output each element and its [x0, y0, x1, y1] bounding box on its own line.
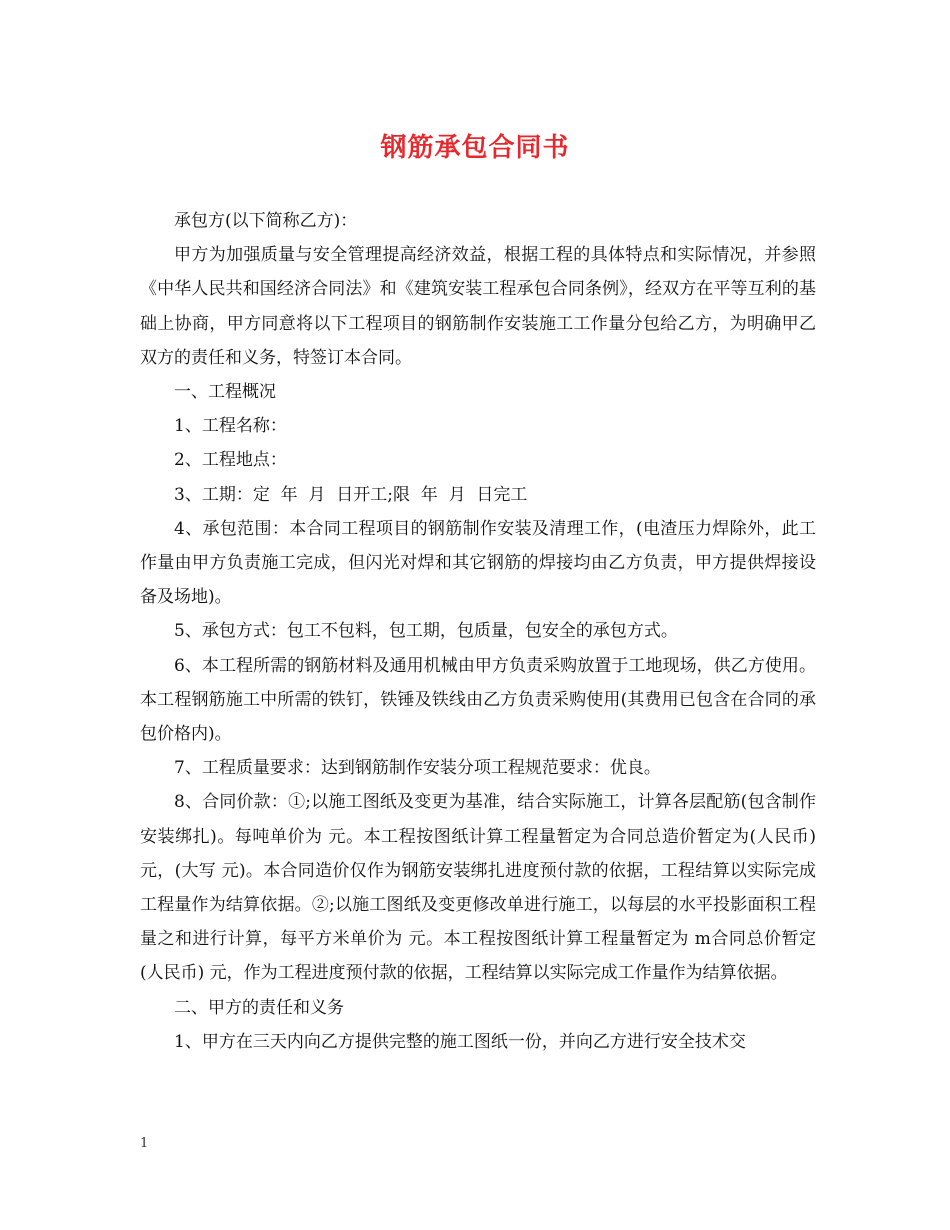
- section-heading-project-overview: 一、工程概况: [174, 382, 276, 403]
- clause-materials: 6、本工程所需的钢筋材料及通用机械由甲方负责采购放置于工地现场，供乙方使用。本工程钢筋施工中所需的铁钉，铁锤及铁线由乙方负责采购使用(其费用已包含在合同的承包价格内)。: [140, 655, 816, 745]
- clause-project-location: 2、工程地点：: [174, 450, 287, 471]
- clause-schedule: 3、工期：定 年 月 日开工;限 年 月 日完工: [174, 484, 528, 505]
- clause-contract-price: 8、合同价款：①;以施工图纸及变更为基准，结合实际施工，计算各层配筋(包含制作安装绑扎)。每吨单价为 元。本工程按图纸计算工程量暂定为合同总造价暂定为(人民币) 元，(大写 元)。本合同造价仅作为钢筋安装绑扎进度预付款的依据，工程结算以实际完成工程量作为结算依据。②;以施工图纸及变更修改单进行施工，以每层的水平投影面积工程量之和进行计算，每平方米单价为 元。本工程按图纸计算工程量暂定为 m合同总价暂定(人民币) 元，作为工程进度预付款的依据，工程结算以实际完成工作量作为结算依据。: [140, 792, 816, 984]
- paragraph-preamble: 甲方为加强质量与安全管理提高经济效益，根据工程的具体特点和实际情况，并参照《中华人民共和国经济合同法》和《建筑安装工程承包合同条例》，经双方在平等互利的基础上协商，甲方同意将以下工程项目的钢筋制作安装施工工作量分包给乙方，为明确甲乙双方的责任和义务，特签订本合同。: [140, 245, 816, 368]
- document-title: 钢筋承包合同书: [380, 133, 570, 163]
- clause-quality: 7、工程质量要求：达到钢筋制作安装分项工程规范要求：优良。: [174, 758, 661, 779]
- clause-party-a-drawings: 1、甲方在三天内向乙方提供完整的施工图纸一份，并向乙方进行安全技术交: [174, 1031, 746, 1052]
- document-body: [140, 204, 816, 1059]
- page-number: 1: [140, 1136, 149, 1151]
- clause-contract-method: 5、承包方式：包工不包料，包工期，包质量，包安全的承包方式。: [174, 621, 678, 642]
- clause-scope: 4、承包范围：本合同工程项目的钢筋制作安装及清理工作，(电渣压力焊除外，此工作量由甲方负责施工完成，但闪光对焊和其它钢筋的焊接均由乙方负责，甲方提供焊接设备及场地)。: [140, 518, 816, 608]
- paragraph-contractor: 承包方(以下简称乙方)：: [174, 211, 358, 231]
- clause-project-name: 1、工程名称：: [174, 416, 287, 437]
- section-heading-party-a-duties: 二、甲方的责任和义务: [174, 997, 344, 1018]
